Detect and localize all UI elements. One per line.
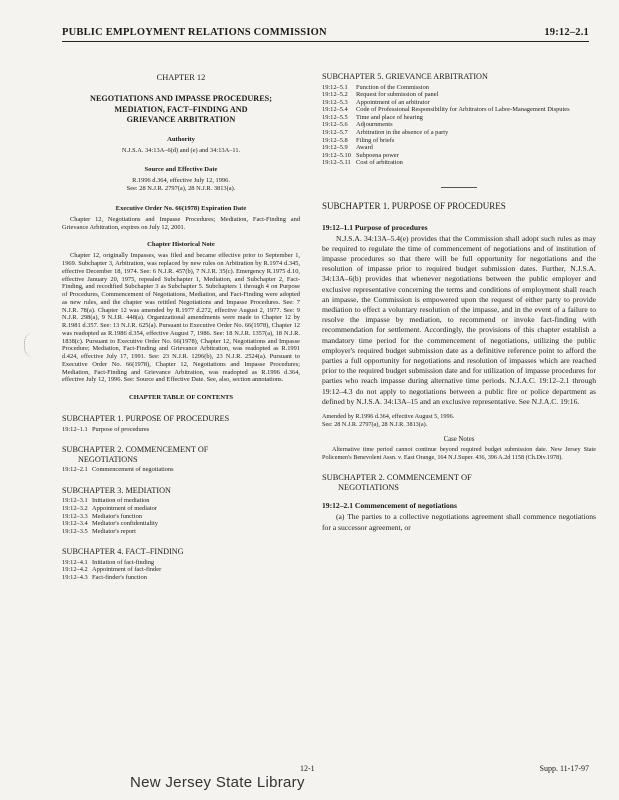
library-stamp: New Jersey State Library (130, 774, 305, 791)
right-column (322, 68, 596, 533)
toc-entry-title: Appointment of an arbitrator (356, 98, 430, 106)
toc-entry-title: Mediator's confidentiality (92, 520, 158, 528)
toc-entry-number: 19:12–4.3 (62, 574, 88, 582)
toc-entry-number: 19:12–4.1 (62, 558, 88, 566)
authority-text: N.J.S.A. 34:13A–6(d) and (e) and 34:13A–11. (121, 146, 241, 154)
toc-entry-number: 19:12–5.6 (322, 121, 348, 129)
toc-entry-number: 19:12–3.5 (62, 527, 88, 535)
supplement-date: Supp. 11-17-97 (539, 764, 589, 773)
page-number: 12-1 (300, 764, 315, 773)
toc-entry[interactable] (62, 426, 300, 434)
toc-subchapter (62, 486, 300, 535)
toc-entry[interactable] (322, 114, 596, 122)
amendment-line: See: 28 N.J.R. 2797(a), 28 N.J.R. 3813(a). (322, 420, 428, 428)
toc-entry-title: Purpose of procedures (92, 425, 150, 433)
toc-entry-number: 19:12–5.5 (322, 113, 348, 121)
left-column (62, 70, 300, 582)
toc-entry-number: 19:12–5.10 (322, 151, 351, 159)
toc-subchapter-title-line: SUBCHAPTER 2. COMMENCEMENT OF (62, 445, 209, 455)
toc-entry[interactable] (322, 99, 596, 107)
authority-heading: Authority (167, 135, 195, 143)
toc-entry-title: Code of Professional Responsibility for Arbitrators of Labor-Management Disputes (356, 106, 570, 114)
section-heading: 19:12–2.1 Commencement of negotiations (322, 501, 457, 511)
subchapter-2-title-line: NEGOTIATIONS (338, 482, 399, 492)
source-text (62, 177, 300, 193)
toc-entry[interactable] (322, 91, 596, 99)
header-agency: PUBLIC EMPLOYMENT RELATIONS COMMISSION (62, 27, 327, 38)
margin-mark (24, 332, 45, 358)
toc-entry[interactable] (62, 559, 300, 567)
toc-entry-number: 19:12–5.2 (322, 91, 348, 99)
toc-entry-title: Initiation of fact-finding (92, 558, 155, 566)
toc-entry[interactable] (322, 144, 596, 152)
toc-entry[interactable] (322, 106, 596, 114)
toc-entry-title: Filing of briefs (356, 136, 395, 144)
executive-order-text: Chapter 12, Negotiations and Impasse Procedures; Mediation, Fact-Finding and Grievance Arbitration, expires on July 12, 2001. (62, 215, 300, 231)
toc-subchapter (62, 445, 300, 474)
toc-entry[interactable] (62, 513, 300, 521)
toc-entry-title: Mediator's function (92, 512, 142, 520)
source-heading: Source and Effective Date (144, 166, 218, 174)
toc-entry-title: Mediator's report (92, 527, 136, 535)
toc-entry-title: Function of the Commission (356, 83, 429, 91)
toc-entry-title: Time and place of hearing (356, 113, 423, 121)
toc-entry[interactable] (322, 137, 596, 145)
toc-entry[interactable] (62, 574, 300, 582)
chapter-title-line: NEGOTIATIONS AND IMPASSE PROCEDURES; (90, 94, 272, 103)
toc-entry[interactable] (62, 566, 300, 574)
toc-subchapter-title-line: NEGOTIATIONS (78, 454, 138, 464)
executive-order-heading: Executive Order No. 66(1978) Expiration Date (115, 204, 247, 212)
toc-entry-title: Initiation of mediation (92, 497, 150, 505)
section-heading: 19:12–1.1 Purpose of procedures (322, 222, 428, 232)
toc-entry-title: Appointment of fact-finder (92, 566, 162, 574)
toc-entry-number: 19:12–3.3 (62, 512, 88, 520)
toc-heading: CHAPTER TABLE OF CONTENTS (128, 394, 234, 402)
section-body: N.J.S.A. 34:13A–5.4(e) provides that the Commission shall adopt such rules as may be required to regulate the time of commencement of negotiations and of institution of impasse procedures so that there will be full opportunity for negotiations and the resolution of impasse prior to required budget submission dates. Further, N.J.S.A. 34:13A–6(b) provides that whenever negotiations between the public employer and exclusive representative concerning the terms and conditions of employment shall reach an impasse, the Commission is empowered upon the request of either party to provide mediation to effect a voluntary resolution of the impasse, and in the event of a failure to resolve the impasse by mediation, to recommend or invoke fact-finding with recommendation for settlement. Accordingly, the provisions of this chapter establish a mandatory time period for the commencement of negotiations, utilizing the public employer's required budget submission date as a definitive reference point to afford the parties a full opportunity for negotiations and resolution of impasses which are reached prior to the required budget submission date and for utilization of impasse procedures for parties who reach impasse during alternative time periods. N.J.A.C. 19:12–2.1 through 19:12–4.3 do not apply to negotiations between a public fire or police department as defined by N.J.S.A. 34:13A–15 and an exclusive representative. See N.J.A.C. 19:16. (322, 233, 596, 406)
chapter-title-line: MEDIATION, FACT–FINDING AND (114, 104, 248, 114)
toc-entry-title: Award (356, 144, 373, 152)
toc-entry[interactable] (322, 152, 596, 160)
toc-entry-number: 19:12–3.4 (62, 520, 88, 528)
toc-entry-number: 19:12–5.11 (322, 159, 351, 167)
toc-entry-title: Arbitration in the absence of a party (356, 129, 449, 137)
source-line: R.1996 d.364, effective July 12, 1996. (132, 177, 230, 185)
toc-entry-number: 19:12–5.8 (322, 136, 348, 144)
toc-entry-number: 19:12–5.3 (322, 98, 348, 106)
toc-entry[interactable] (62, 466, 300, 474)
subchapter-1-title: SUBCHAPTER 1. PURPOSE OF PROCEDURES (322, 201, 506, 212)
toc-entry-number: 19:12–5.1 (322, 83, 348, 91)
toc-entry-number: 19:12–3.1 (62, 497, 88, 505)
amendment-line: Amended by R.1996 d.364, effective August 5, 1996. (322, 412, 455, 420)
toc-entry[interactable] (322, 129, 596, 137)
historical-note-heading: Chapter Historical Note (147, 241, 215, 249)
case-notes-text: Alternative time period cannot continue beyond required budget submission date. New Jersey State Policemen's Benevolent Assn. v. East Orange, 164 N.J.Super. 436, 396 A.2d 1158 (Ch.Div.1978). (322, 446, 596, 461)
amendment-note (322, 413, 596, 428)
toc-subchapter (62, 414, 300, 433)
section-body: (a) The parties to a collective negotiations agreement shall commence negotiations for a successor agreement, or (322, 512, 596, 532)
toc-entry-number: 19:12–3.2 (62, 505, 88, 513)
toc-entry[interactable] (62, 505, 300, 513)
toc-entry-title: Cost of arbitration (356, 159, 403, 167)
toc-subchapter-title: SUBCHAPTER 5. GRIEVANCE ARBITRATION (322, 72, 488, 81)
toc-subchapter-title: SUBCHAPTER 4. FACT–FINDING (62, 547, 184, 557)
toc-entry-title: Adjournments (356, 121, 393, 129)
chapter-title-line: GRIEVANCE ARBITRATION (126, 115, 236, 124)
toc-entry[interactable] (322, 121, 596, 129)
toc-subchapter (62, 547, 300, 581)
toc-subchapter-title: SUBCHAPTER 3. MEDIATION (62, 485, 171, 495)
toc-entry-number: 19:12–4.2 (62, 566, 88, 574)
chapter-title (62, 94, 300, 126)
chapter-number: CHAPTER 12 (156, 73, 206, 82)
subchapter-2-title (322, 473, 596, 492)
toc-entry-number: 19:12–5.4 (322, 106, 348, 114)
toc-entry-number: 19:12–2.1 (62, 466, 88, 474)
toc-entry-number: 19:12–5.7 (322, 129, 348, 137)
toc-entry-title: Request for submission of panel (356, 91, 439, 99)
toc-entry-number: 19:12–1.1 (62, 425, 88, 433)
toc-subchapter-title: SUBCHAPTER 1. PURPOSE OF PROCEDURES (62, 414, 230, 424)
toc-entry-title: Fact-finder's function (92, 574, 147, 582)
section-divider (441, 187, 477, 188)
toc-entry[interactable] (322, 84, 596, 92)
toc-entry-number: 19:12–5.9 (322, 144, 348, 152)
toc-entry-title: Subpoena power (356, 151, 399, 159)
subchapter-2-title-line: SUBCHAPTER 2. COMMENCEMENT OF (322, 473, 472, 483)
source-line: See: 28 N.J.R. 2797(a), 28 N.J.R. 3813(a). (126, 185, 236, 193)
header-section: 19:12–2.1 (544, 27, 589, 38)
page-footer (0, 764, 619, 784)
historical-note-text: Chapter 12, originally Impasses, was filed and became effective prior to September 1, 1969. Subchapter 3, Arbitration, was replaced by new rules on Arbitration by R.1974 d.345, effective December 18, 1974. See: 6 N.J.R. 457(b), 7 N.J.R. 35(c). Emergency R.1975 d.10, effective January 20, 1975, repealed Subchapter 1, Mediation, and Subchapter 2, Fact-Finding, and recodified Subchapter 3 as Subchapter 5. Subchapters 1 through 4 on Purpose of Procedures, Commencement of Negotiations, Mediation, and Fact-Finding were adopted as new rules, and the chapter was retitled Negotiations and Impasse Procedures. See: 7 N.J.R. 78(a). Chapter 12 was amended by R.1977 d.272, effective August 2, 1977. See: 9 N.J.R. 298(a), 9 N.J.R. 448(a). Organizational amendments were made to Chapter 12 by R.1981 d.357. See: 13 N.J.R. 625(a). Pursuant to Executive Order No. 66(1978), Chapter 12 was readopted as R.1986 d.354, effective August 7, 1986. See: 18 N.J.R. 1357(a), 18 N.J.R. 1838(c). Pursuant to Executive Order No. 66(1978), Chapter 12, Negotiations and Impasse Procedure; Mediation, Fact-Finding and Grievance Arbitration, was readopted as R.1991 d.424, effective July 17, 1991. See: 23 N.J.R. 1296(b), 23 N.J.R. 2524(a). Pursuant to Executive Order No. 66(1978), Chapter 12, Negotiations and Impasse Procedures; Mediation, Fact-Finding and Grievance Arbitration, was readopted as R.1996 d.364, effective July 12, 1996. See: Source and Effective Date. See, also, section annotations. (62, 252, 300, 384)
case-notes-heading: Case Notes (443, 436, 475, 444)
toc-entry-title: Commencement of negotiations (92, 466, 174, 474)
toc-entry[interactable] (322, 159, 596, 167)
toc-entry[interactable] (62, 497, 300, 505)
toc-entry[interactable] (62, 520, 300, 528)
toc-entry-title: Appointment of mediator (92, 505, 157, 513)
toc-entry[interactable] (62, 528, 300, 536)
running-header (62, 27, 589, 42)
toc-subchapter-title (62, 445, 300, 464)
